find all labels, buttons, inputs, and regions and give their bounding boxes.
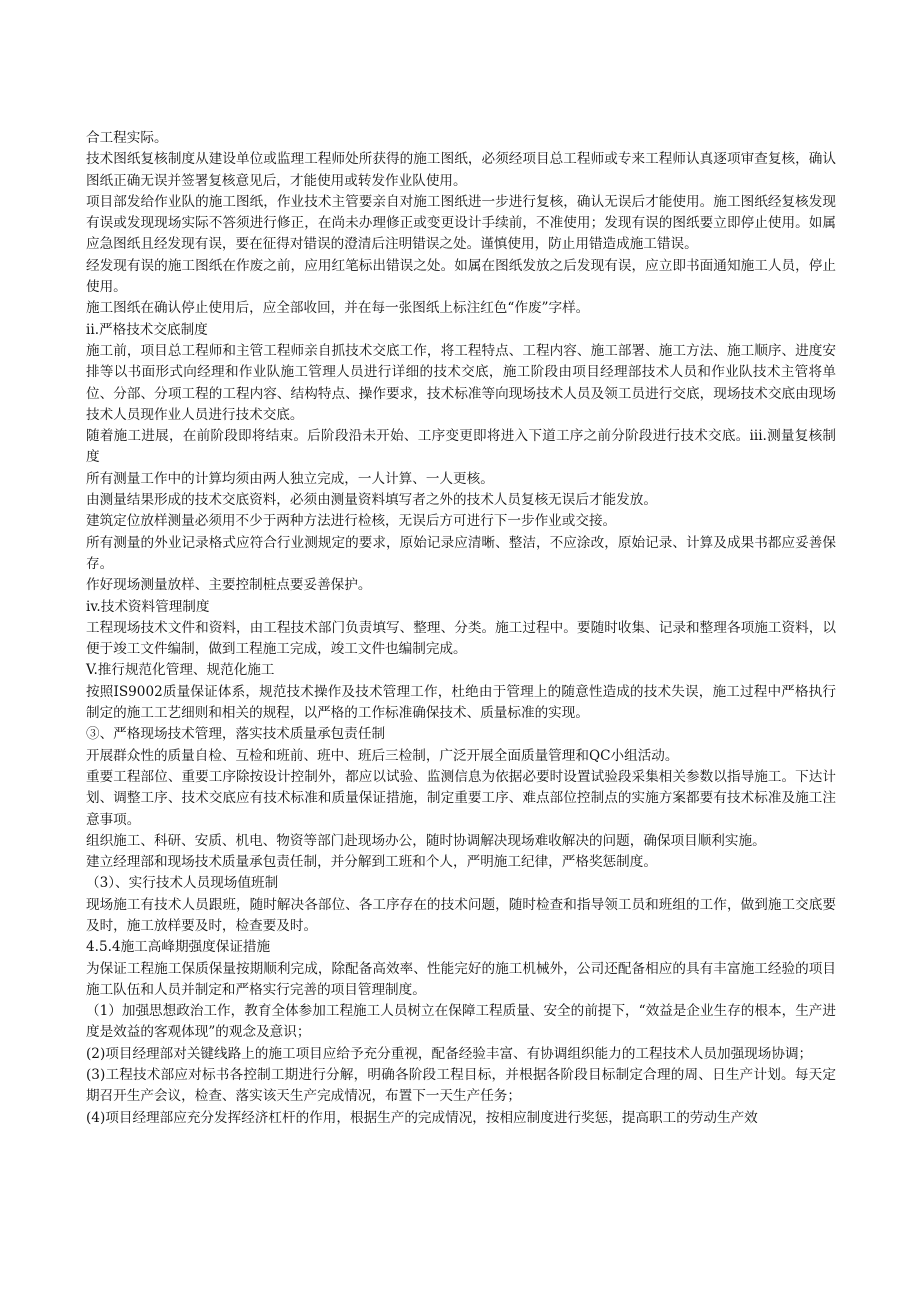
document-body [86,128,836,1129]
paragraph: 所有测量工作中的计算均须由两人独立完成，一人计算、一人更核。 [86,470,494,487]
paragraph: 为保证工程施工保质保量按期顺利完成，除配备高效率、性能完好的施工机械外，公司还配备相应的具有丰富施工经验的项目施工队伍和人员并制定和严格实行完善的项目管理制度。 [86,960,836,998]
paragraph: 建立经理部和现场技术质量承包责任制，并分解到工班和个人，严明施工纪律，严格奖惩制度。 [86,854,657,871]
paragraph: 由测量结果形成的技术交底资料，必须由测量资料填写者之外的技术人员复核无误后才能发放。 [86,492,657,509]
paragraph: 经发现有误的施工图纸在作废之前，应用红笔标出错误之处。如属在图纸发放之后发现有误，应立即书面通知施工人员，停止使用。 [86,257,836,296]
paragraph: 项目部发给作业队的施工图纸，作业技术主管要亲自对施工图纸进一步进行复核，确认无误后才能使用。施工图纸经复核发现有误或发现现场实际不答须进行修正，在尚未办理修正或变更设计手续前，不准使用；发现有误的图纸要立即停止使用。如属应急图纸且经发现有误，要在征得对错误的澄清后注明错误之处。谨慎使用，防止用错造成施工错误。 [86,193,836,253]
paragraph: 所有测量的外业记录格式应符合行业测规定的要求，原始记录应清晰、整洁，不应涂改，原始记录、计算及成果书都应妥善保存。 [86,534,836,572]
paragraph: 现场施工有技术人员跟班，随时解决各部位、各工序存在的技术问题，随时检查和指导领工员和班组的工作，做到施工交底要及时，施工放样要及时，检查要及时。 [86,896,836,934]
section-heading: ii.严格技术交底制度 [86,321,208,338]
paragraph: 随着施工进展，在前阶段即将结束。后阶段沿未开始、工序变更即将进入下道工序之前分阶段进行技术交底。iii.测量复核制度 [86,428,836,466]
paragraph: 作好现场测量放样、主要控制桩点要妥善保护。 [86,577,372,594]
paragraph: 开展群众性的质量自检、互检和班前、班中、班后三检制，广泛开展全面质量管理和QC小组活动。 [86,747,679,764]
paragraph: 施工图纸在确认停止使用后，应全部收回，并在每一张图纸上标注红色“作废”字样。 [86,300,590,317]
paragraph: 组织施工、科研、安质、机电、物资等部门赴现场办公，随时协调解决现场难收解决的问题，确保项目顺利实施。 [86,832,766,849]
list-item: (3)工程技术部应对标书各控制工期进行分解，明确各阶段工程目标，并根据各阶段目标制定合理的周、日生产计划。每天定期召开生产会议，检查、落实该天生产完成情况，布置下一天生产任务； [86,1067,836,1105]
list-item: (2)项目经理部对关键线路上的施工项目应给予充分重视，配备经验丰富、有协调组织能力的工程技术人员加强现场协调； [86,1045,813,1062]
paragraph: 重要工程部位、重要工序除按设计控制外，都应以试验、监测信息为依据必要时设置试验段采集相关参数以指导施工。下达计划、调整工序、技术交底应有技术标准和质量保证措施，制定重要工序、难点部位控制点的实施方案都要有技术标准及施工注意事项。 [86,768,836,828]
section-heading: V.推行规范化管理、规范化施工 [86,662,275,679]
paragraph: 建筑定位放样测量必须用不少于两种方法进行检核，无误后方可进行下一步作业或交接。 [86,513,617,530]
list-item: (4)项目经理部应充分发挥经济杠杆的作用，根据生产的完成情况，按相应制度进行奖惩，提高职工的劳动生产效 [86,1109,758,1126]
list-item: （1）加强思想政治工作，教育全体参加工程施工人员树立在保障工程质量、安全的前提下，“效益是企业生存的根本，生产进度是效益的客观体现”的观念及意识； [86,1003,836,1041]
paragraph: 按照IS9002质量保证体系，规范技术操作及技术管理工作，杜绝由于管理上的随意性造成的技术失误，施工过程中严格执行制定的施工工艺细则和相关的规程，以严格的工作标准确保技术、质量标准的实现。 [86,683,836,722]
paragraph: 合工程实际。 [86,130,168,146]
section-heading: ③、严格现场技术管理，落实技术质量承包责任制 [86,726,386,743]
paragraph: 技术图纸复核制度从建设单位或监理工程师处所获得的施工图纸，必须经项目总工程师或专来工程师认真逐项审查复核，确认图纸正确无误并签署复核意见后，才能使用或转发作业队使用。 [86,151,836,189]
section-heading: （3）、实行技术人员现场值班制 [86,875,279,892]
section-heading: iv.技术资料管理制度 [86,598,210,615]
paragraph: 施工前，项目总工程师和主管工程师亲自抓技术交底工作，将工程特点、工程内容、施工部署、施工方法、施工顺序、进度安排等以书面形式向经理和作业队施工管理人员进行详细的技术交底，施工阶段由项目经理部技术人员和作业队技术主管将单位、分部、分项工程的工程内容、结构特点、操作要求，技术标准等向现场技术人员及领工员进行交底，现场技术交底由现场技术人员现作业人员进行技术交底。 [86,342,836,423]
paragraph: 工程现场技术文件和资料，由工程技术部门负责填写、整理、分类。施工过程中。要随时收集、记录和整理各项施工资料，以便于竣工文件编制，做到工程施工完成，竣工文件也编制完成。 [86,619,836,658]
section-heading: 4.5.4施工高峰期强度保证措施 [86,939,271,956]
